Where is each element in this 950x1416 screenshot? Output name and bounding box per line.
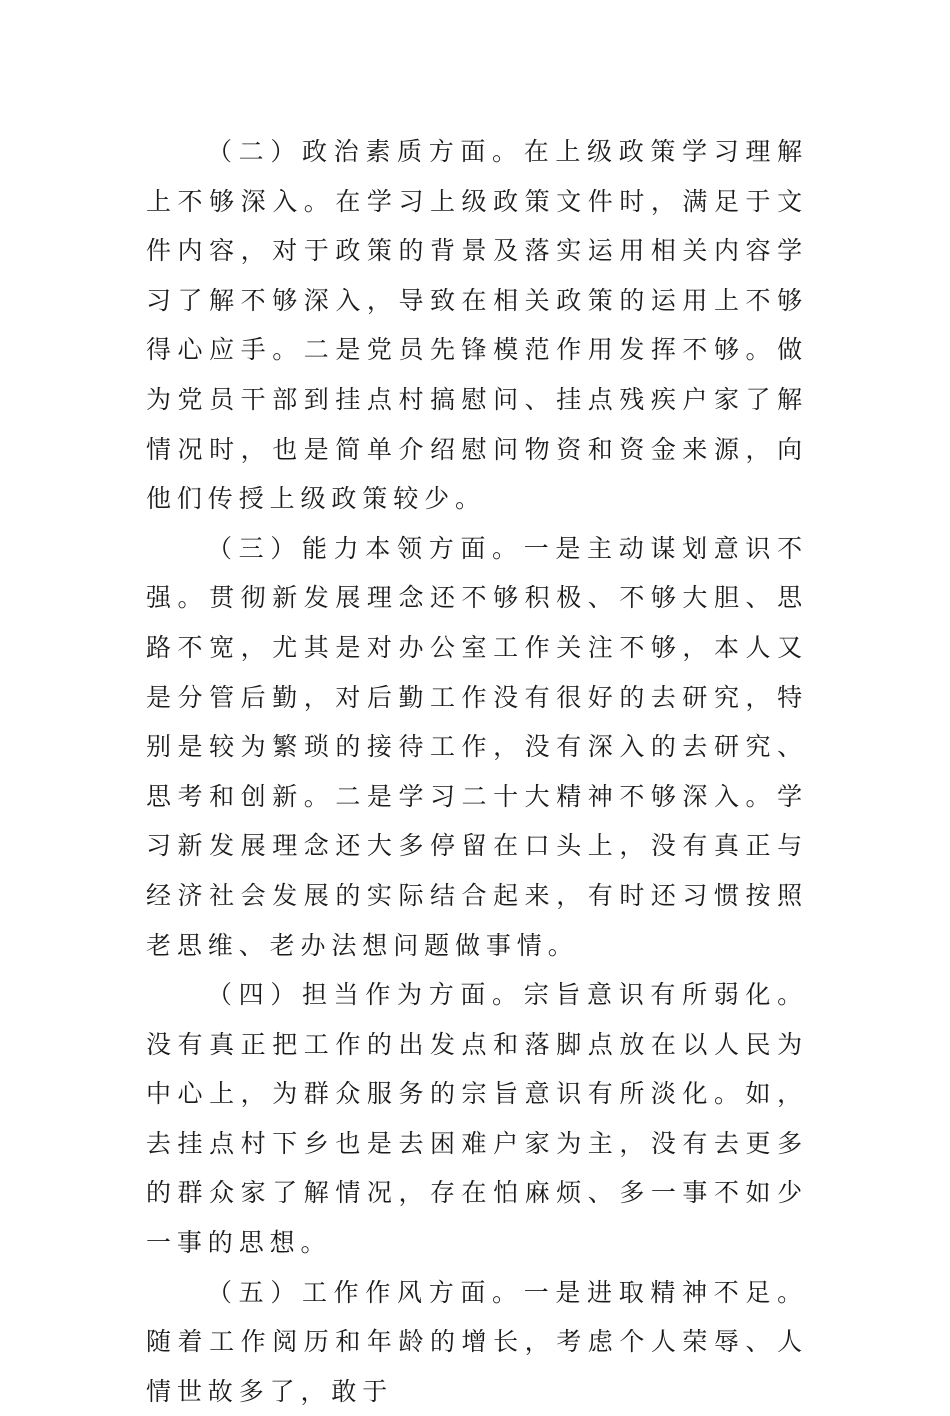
document-body [146, 127, 808, 1416]
paragraph-section-4: （四）担当作为方面。宗旨意识有所弱化。没有真正把工作的出发点和落脚点放在以人民为中心上，为群众服务的宗旨意识有所淡化。如，去挂点村下乡也是去困难户家为主，没有去更多的群众家了解情况，存在怕麻烦、多一事不如少一事的思想。 [146, 980, 808, 1258]
paragraph-section-5: （五）工作作风方面。一是进取精神不足。随着工作阅历和年龄的增长，考虑个人荣辱、人情世故多了，敢于 [146, 1277, 808, 1406]
paragraph-section-3: （三）能力本领方面。一是主动谋划意识不强。贯彻新发展理念还不够积极、不够大胆、思路不宽，尤其是对办公室工作关注不够，本人又是分管后勤，对后勤工作没有很好的去研究，特别是较为繁琐的接待工作，没有深入的去研究、思考和创新。二是学习二十大精神不够深入。学习新发展理念还大多停留在口头上，没有真正与经济社会发展的实际结合起来，有时还习惯按照老思维、老办法想问题做事情。 [146, 533, 808, 960]
paragraph-section-2: （二）政治素质方面。在上级政策学习理解上不够深入。在学习上级政策文件时，满足于文件内容，对于政策的背景及落实运用相关内容学习了解不够深入，导致在相关政策的运用上不够得心应手。二是党员先锋模范作用发挥不够。做为党员干部到挂点村搞慰问、挂点残疾户家了解情况时，也是简单介绍慰问物资和资金来源，向他们传授上级政策较少。 [146, 137, 808, 514]
